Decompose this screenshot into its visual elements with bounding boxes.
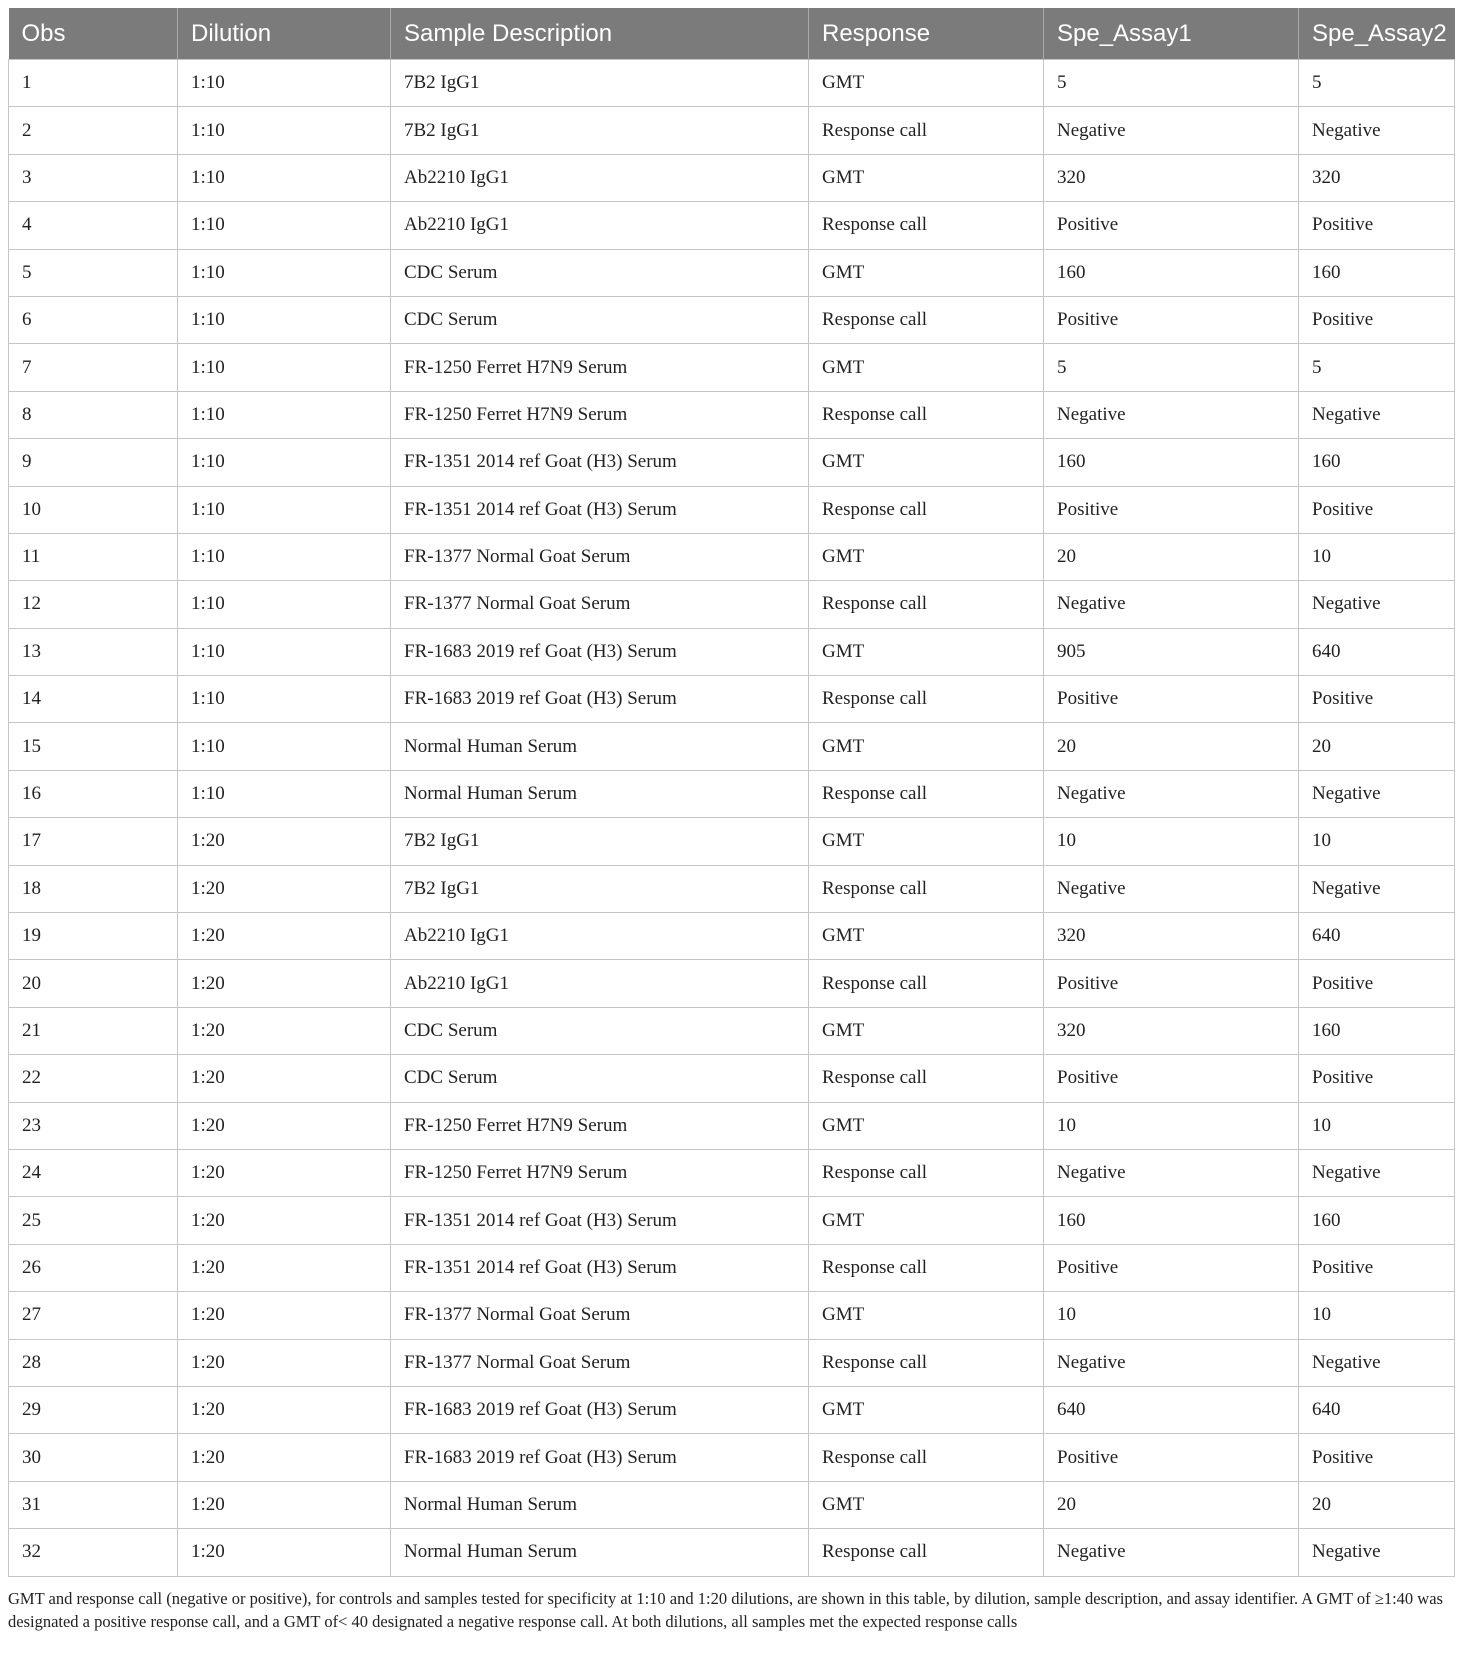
cell-dilution: 1:20 — [178, 960, 391, 1007]
table-row — [9, 628, 1455, 675]
table-container — [8, 8, 1454, 1633]
table-row — [9, 1339, 1455, 1386]
cell-spe-assay1: 905 — [1044, 628, 1299, 675]
cell-sample-description: Ab2210 IgG1 — [391, 960, 809, 1007]
table-row — [9, 344, 1455, 391]
cell-spe-assay1: 160 — [1044, 1197, 1299, 1244]
cell-sample-description: 7B2 IgG1 — [391, 865, 809, 912]
table-row — [9, 1481, 1455, 1528]
cell-spe-assay2: 160 — [1299, 1197, 1455, 1244]
cell-sample-description: FR-1250 Ferret H7N9 Serum — [391, 1149, 809, 1196]
cell-spe-assay2: 5 — [1299, 344, 1455, 391]
cell-spe-assay1: 320 — [1044, 1007, 1299, 1054]
cell-obs: 4 — [9, 202, 178, 249]
cell-sample-description: FR-1351 2014 ref Goat (H3) Serum — [391, 486, 809, 533]
cell-dilution: 1:10 — [178, 60, 391, 107]
table-row — [9, 960, 1455, 1007]
cell-response: GMT — [809, 1197, 1044, 1244]
cell-dilution: 1:10 — [178, 581, 391, 628]
cell-response: GMT — [809, 1386, 1044, 1433]
table-row — [9, 107, 1455, 154]
cell-dilution: 1:20 — [178, 1292, 391, 1339]
cell-response: Response call — [809, 960, 1044, 1007]
cell-obs: 27 — [9, 1292, 178, 1339]
cell-response: Response call — [809, 1434, 1044, 1481]
cell-dilution: 1:10 — [178, 676, 391, 723]
cell-spe-assay2: 640 — [1299, 628, 1455, 675]
cell-obs: 22 — [9, 1055, 178, 1102]
cell-spe-assay1: 5 — [1044, 344, 1299, 391]
cell-dilution: 1:20 — [178, 913, 391, 960]
cell-dilution: 1:20 — [178, 1434, 391, 1481]
cell-obs: 15 — [9, 723, 178, 770]
cell-response: Response call — [809, 581, 1044, 628]
cell-spe-assay2: Negative — [1299, 107, 1455, 154]
table-header — [9, 8, 1455, 60]
table-row — [9, 202, 1455, 249]
cell-dilution: 1:10 — [178, 296, 391, 343]
table-row — [9, 818, 1455, 865]
cell-response: Response call — [809, 1529, 1044, 1576]
cell-spe-assay2: 10 — [1299, 1292, 1455, 1339]
cell-spe-assay2: 20 — [1299, 723, 1455, 770]
table-row — [9, 486, 1455, 533]
cell-obs: 29 — [9, 1386, 178, 1433]
cell-obs: 28 — [9, 1339, 178, 1386]
cell-response: Response call — [809, 1149, 1044, 1196]
table-row — [9, 249, 1455, 296]
cell-sample-description: Normal Human Serum — [391, 1481, 809, 1528]
cell-spe-assay1: 20 — [1044, 723, 1299, 770]
cell-obs: 8 — [9, 391, 178, 438]
cell-obs: 10 — [9, 486, 178, 533]
cell-sample-description: Normal Human Serum — [391, 1529, 809, 1576]
cell-response: GMT — [809, 344, 1044, 391]
table-row — [9, 676, 1455, 723]
table-row — [9, 865, 1455, 912]
cell-response: Response call — [809, 770, 1044, 817]
cell-obs: 18 — [9, 865, 178, 912]
cell-dilution: 1:10 — [178, 533, 391, 580]
cell-obs: 30 — [9, 1434, 178, 1481]
cell-dilution: 1:20 — [178, 1197, 391, 1244]
cell-sample-description: 7B2 IgG1 — [391, 107, 809, 154]
cell-spe-assay2: Positive — [1299, 296, 1455, 343]
table-row — [9, 533, 1455, 580]
cell-dilution: 1:20 — [178, 1386, 391, 1433]
table-row — [9, 391, 1455, 438]
column-header-obs: Obs — [9, 8, 178, 60]
cell-spe-assay2: Negative — [1299, 1529, 1455, 1576]
cell-response: GMT — [809, 1292, 1044, 1339]
cell-sample-description: Ab2210 IgG1 — [391, 913, 809, 960]
cell-obs: 5 — [9, 249, 178, 296]
cell-spe-assay1: Negative — [1044, 770, 1299, 817]
table-row — [9, 770, 1455, 817]
cell-spe-assay2: Positive — [1299, 960, 1455, 1007]
cell-response: Response call — [809, 1244, 1044, 1291]
cell-spe-assay1: 640 — [1044, 1386, 1299, 1433]
cell-response: GMT — [809, 1481, 1044, 1528]
cell-sample-description: CDC Serum — [391, 1055, 809, 1102]
table-row — [9, 296, 1455, 343]
cell-obs: 9 — [9, 439, 178, 486]
cell-dilution: 1:20 — [178, 1529, 391, 1576]
cell-sample-description: FR-1683 2019 ref Goat (H3) Serum — [391, 1434, 809, 1481]
cell-response: Response call — [809, 486, 1044, 533]
cell-obs: 23 — [9, 1102, 178, 1149]
table-row — [9, 439, 1455, 486]
cell-sample-description: CDC Serum — [391, 249, 809, 296]
cell-sample-description: FR-1377 Normal Goat Serum — [391, 581, 809, 628]
cell-obs: 26 — [9, 1244, 178, 1291]
cell-spe-assay2: Positive — [1299, 676, 1455, 723]
cell-sample-description: FR-1351 2014 ref Goat (H3) Serum — [391, 439, 809, 486]
cell-response: Response call — [809, 107, 1044, 154]
column-header-spe-assay2: Spe_Assay2 — [1299, 8, 1455, 60]
cell-spe-assay2: Negative — [1299, 1339, 1455, 1386]
cell-spe-assay1: Negative — [1044, 865, 1299, 912]
cell-response: Response call — [809, 676, 1044, 723]
table-row — [9, 1292, 1455, 1339]
cell-spe-assay1: 20 — [1044, 533, 1299, 580]
cell-sample-description: FR-1250 Ferret H7N9 Serum — [391, 1102, 809, 1149]
cell-sample-description: Ab2210 IgG1 — [391, 154, 809, 201]
cell-spe-assay2: 10 — [1299, 818, 1455, 865]
cell-spe-assay2: 320 — [1299, 154, 1455, 201]
cell-spe-assay1: Negative — [1044, 581, 1299, 628]
cell-sample-description: FR-1351 2014 ref Goat (H3) Serum — [391, 1197, 809, 1244]
cell-sample-description: FR-1351 2014 ref Goat (H3) Serum — [391, 1244, 809, 1291]
cell-sample-description: FR-1377 Normal Goat Serum — [391, 533, 809, 580]
cell-obs: 7 — [9, 344, 178, 391]
cell-response: Response call — [809, 1339, 1044, 1386]
cell-response: Response call — [809, 202, 1044, 249]
cell-spe-assay1: 10 — [1044, 818, 1299, 865]
cell-spe-assay2: Positive — [1299, 202, 1455, 249]
cell-spe-assay1: 10 — [1044, 1292, 1299, 1339]
cell-spe-assay1: Positive — [1044, 1244, 1299, 1291]
cell-sample-description: FR-1377 Normal Goat Serum — [391, 1292, 809, 1339]
cell-spe-assay1: Positive — [1044, 960, 1299, 1007]
table-row — [9, 60, 1455, 107]
table-row — [9, 154, 1455, 201]
cell-obs: 21 — [9, 1007, 178, 1054]
cell-obs: 11 — [9, 533, 178, 580]
cell-response: GMT — [809, 818, 1044, 865]
cell-spe-assay1: Positive — [1044, 202, 1299, 249]
cell-response: GMT — [809, 628, 1044, 675]
table-body — [9, 60, 1455, 1577]
cell-obs: 17 — [9, 818, 178, 865]
cell-obs: 13 — [9, 628, 178, 675]
cell-response: Response call — [809, 391, 1044, 438]
table-row — [9, 1055, 1455, 1102]
cell-obs: 3 — [9, 154, 178, 201]
table-caption: GMT and response call (negative or positive), for controls and samples tested for specificity at 1:10 and 1:20 dilutions, are shown in this table, by dilution, sample description, and assay identifier. A GMT of ≥1:40 was designated a positive response call, and a GMT of< 40 designated a negative response call. At both dilutions, all samples met the expected response calls — [8, 1588, 1443, 1631]
cell-spe-assay1: Negative — [1044, 1529, 1299, 1576]
cell-response: GMT — [809, 154, 1044, 201]
cell-dilution: 1:20 — [178, 1007, 391, 1054]
cell-spe-assay1: 320 — [1044, 154, 1299, 201]
cell-spe-assay2: Negative — [1299, 865, 1455, 912]
cell-spe-assay2: Positive — [1299, 1434, 1455, 1481]
cell-dilution: 1:10 — [178, 202, 391, 249]
cell-spe-assay1: 20 — [1044, 1481, 1299, 1528]
cell-sample-description: FR-1250 Ferret H7N9 Serum — [391, 391, 809, 438]
column-header-response: Response — [809, 8, 1044, 60]
cell-spe-assay2: 20 — [1299, 1481, 1455, 1528]
cell-dilution: 1:10 — [178, 770, 391, 817]
cell-dilution: 1:10 — [178, 439, 391, 486]
cell-obs: 1 — [9, 60, 178, 107]
cell-obs: 2 — [9, 107, 178, 154]
cell-spe-assay1: 5 — [1044, 60, 1299, 107]
header-row — [9, 8, 1455, 60]
cell-obs: 6 — [9, 296, 178, 343]
cell-response: Response call — [809, 1055, 1044, 1102]
results-table — [8, 8, 1455, 1577]
cell-dilution: 1:10 — [178, 249, 391, 296]
cell-dilution: 1:20 — [178, 1102, 391, 1149]
cell-sample-description: 7B2 IgG1 — [391, 818, 809, 865]
cell-sample-description: FR-1683 2019 ref Goat (H3) Serum — [391, 676, 809, 723]
cell-spe-assay2: Negative — [1299, 1149, 1455, 1196]
cell-response: GMT — [809, 1007, 1044, 1054]
cell-response: GMT — [809, 439, 1044, 486]
cell-spe-assay2: Positive — [1299, 486, 1455, 533]
table-row — [9, 913, 1455, 960]
cell-sample-description: CDC Serum — [391, 1007, 809, 1054]
cell-obs: 14 — [9, 676, 178, 723]
cell-spe-assay1: 10 — [1044, 1102, 1299, 1149]
cell-spe-assay2: 160 — [1299, 1007, 1455, 1054]
table-row — [9, 581, 1455, 628]
cell-dilution: 1:20 — [178, 1055, 391, 1102]
cell-spe-assay1: 320 — [1044, 913, 1299, 960]
cell-spe-assay2: 5 — [1299, 60, 1455, 107]
table-row — [9, 1434, 1455, 1481]
cell-obs: 20 — [9, 960, 178, 1007]
cell-obs: 12 — [9, 581, 178, 628]
cell-spe-assay2: Negative — [1299, 581, 1455, 628]
table-row — [9, 1102, 1455, 1149]
cell-obs: 25 — [9, 1197, 178, 1244]
cell-dilution: 1:10 — [178, 344, 391, 391]
cell-sample-description: Normal Human Serum — [391, 723, 809, 770]
cell-spe-assay2: 640 — [1299, 913, 1455, 960]
cell-spe-assay1: Negative — [1044, 391, 1299, 438]
table-row — [9, 1007, 1455, 1054]
column-header-dilution: Dilution — [178, 8, 391, 60]
table-row — [9, 1529, 1455, 1576]
cell-sample-description: CDC Serum — [391, 296, 809, 343]
cell-sample-description: 7B2 IgG1 — [391, 60, 809, 107]
cell-response: GMT — [809, 913, 1044, 960]
cell-spe-assay1: Negative — [1044, 1149, 1299, 1196]
cell-spe-assay1: Negative — [1044, 1339, 1299, 1386]
cell-response: GMT — [809, 249, 1044, 296]
cell-spe-assay2: Negative — [1299, 391, 1455, 438]
cell-spe-assay1: Positive — [1044, 296, 1299, 343]
cell-dilution: 1:10 — [178, 391, 391, 438]
cell-sample-description: FR-1683 2019 ref Goat (H3) Serum — [391, 628, 809, 675]
cell-sample-description: FR-1683 2019 ref Goat (H3) Serum — [391, 1386, 809, 1433]
cell-obs: 19 — [9, 913, 178, 960]
cell-spe-assay1: Positive — [1044, 676, 1299, 723]
table-row — [9, 1149, 1455, 1196]
cell-spe-assay2: Positive — [1299, 1055, 1455, 1102]
cell-dilution: 1:10 — [178, 107, 391, 154]
cell-dilution: 1:20 — [178, 1481, 391, 1528]
cell-dilution: 1:10 — [178, 723, 391, 770]
cell-response: GMT — [809, 60, 1044, 107]
cell-spe-assay2: Negative — [1299, 770, 1455, 817]
cell-spe-assay1: Positive — [1044, 486, 1299, 533]
cell-dilution: 1:20 — [178, 1244, 391, 1291]
cell-spe-assay2: 160 — [1299, 249, 1455, 296]
cell-spe-assay2: 10 — [1299, 533, 1455, 580]
cell-dilution: 1:10 — [178, 154, 391, 201]
table-row — [9, 1197, 1455, 1244]
cell-obs: 32 — [9, 1529, 178, 1576]
cell-spe-assay1: Negative — [1044, 107, 1299, 154]
table-row — [9, 1244, 1455, 1291]
cell-sample-description: Ab2210 IgG1 — [391, 202, 809, 249]
cell-response: Response call — [809, 296, 1044, 343]
cell-spe-assay1: Positive — [1044, 1055, 1299, 1102]
cell-spe-assay1: 160 — [1044, 439, 1299, 486]
cell-sample-description: Normal Human Serum — [391, 770, 809, 817]
table-row — [9, 723, 1455, 770]
cell-dilution: 1:10 — [178, 486, 391, 533]
cell-sample-description: FR-1250 Ferret H7N9 Serum — [391, 344, 809, 391]
cell-dilution: 1:20 — [178, 818, 391, 865]
cell-sample-description: FR-1377 Normal Goat Serum — [391, 1339, 809, 1386]
cell-obs: 24 — [9, 1149, 178, 1196]
cell-response: GMT — [809, 723, 1044, 770]
column-header-spe-assay1: Spe_Assay1 — [1044, 8, 1299, 60]
column-header-sample-description: Sample Description — [391, 8, 809, 60]
cell-spe-assay2: 160 — [1299, 439, 1455, 486]
cell-response: GMT — [809, 1102, 1044, 1149]
cell-spe-assay1: Positive — [1044, 1434, 1299, 1481]
cell-dilution: 1:10 — [178, 628, 391, 675]
cell-spe-assay1: 160 — [1044, 249, 1299, 296]
cell-spe-assay2: 10 — [1299, 1102, 1455, 1149]
cell-spe-assay2: 640 — [1299, 1386, 1455, 1433]
cell-dilution: 1:20 — [178, 1339, 391, 1386]
cell-spe-assay2: Positive — [1299, 1244, 1455, 1291]
cell-obs: 16 — [9, 770, 178, 817]
cell-dilution: 1:20 — [178, 865, 391, 912]
table-row — [9, 1386, 1455, 1433]
cell-obs: 31 — [9, 1481, 178, 1528]
cell-response: Response call — [809, 865, 1044, 912]
cell-dilution: 1:20 — [178, 1149, 391, 1196]
cell-response: GMT — [809, 533, 1044, 580]
